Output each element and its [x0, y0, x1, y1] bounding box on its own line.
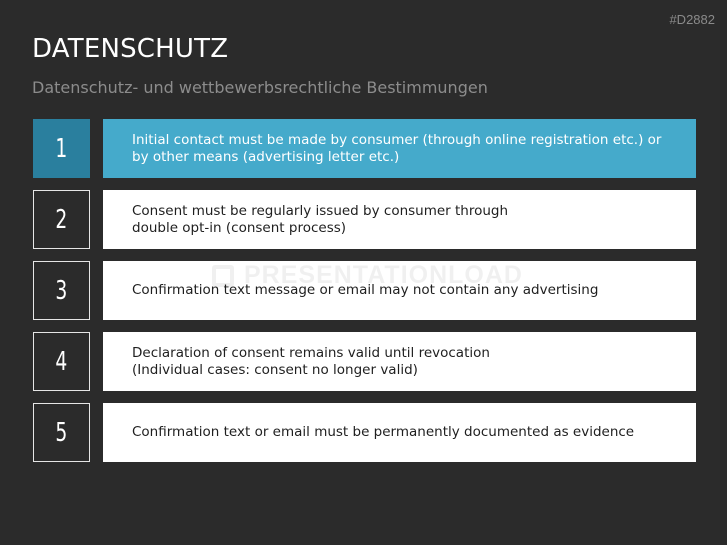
list-item-text	[103, 261, 696, 320]
slide-id: #D2882	[669, 12, 715, 27]
list-item-number: 2	[33, 190, 90, 249]
page-title: DATENSCHUTZ	[32, 34, 229, 64]
list-item-number: 1	[33, 119, 90, 178]
list-item-text	[103, 119, 696, 178]
list-item-number: 4	[33, 332, 90, 391]
list-item-text	[103, 190, 696, 249]
list-item-text	[103, 332, 696, 391]
list-item-line: Confirmation text or email must be permanently documented as evidence	[132, 424, 635, 440]
list-item	[33, 403, 696, 462]
list-item	[33, 332, 696, 391]
list-item-line: Confirmation text message or email may not contain any advertising	[132, 282, 599, 298]
list-item	[33, 261, 696, 320]
list-item	[33, 119, 696, 178]
list-item-number: 5	[33, 403, 90, 462]
list-item-line: by other means (advertising letter etc.)	[132, 148, 400, 165]
list-item-line: double opt-in (consent process)	[132, 219, 347, 236]
list-item-line: Initial contact must be made by consumer (through online registration etc.) or	[132, 131, 662, 148]
list-item	[33, 190, 696, 249]
list-item-text	[103, 403, 696, 462]
list	[33, 119, 696, 474]
list-item-line: Consent must be regularly issued by consumer through	[132, 202, 509, 219]
list-item-number: 3	[33, 261, 90, 320]
list-item-line: (Individual cases: consent no longer valid)	[132, 361, 418, 378]
list-item-line: Declaration of consent remains valid until revocation	[132, 344, 490, 361]
page-subtitle: Datenschutz- und wettbewerbsrechtliche Bestimmungen	[32, 78, 488, 97]
